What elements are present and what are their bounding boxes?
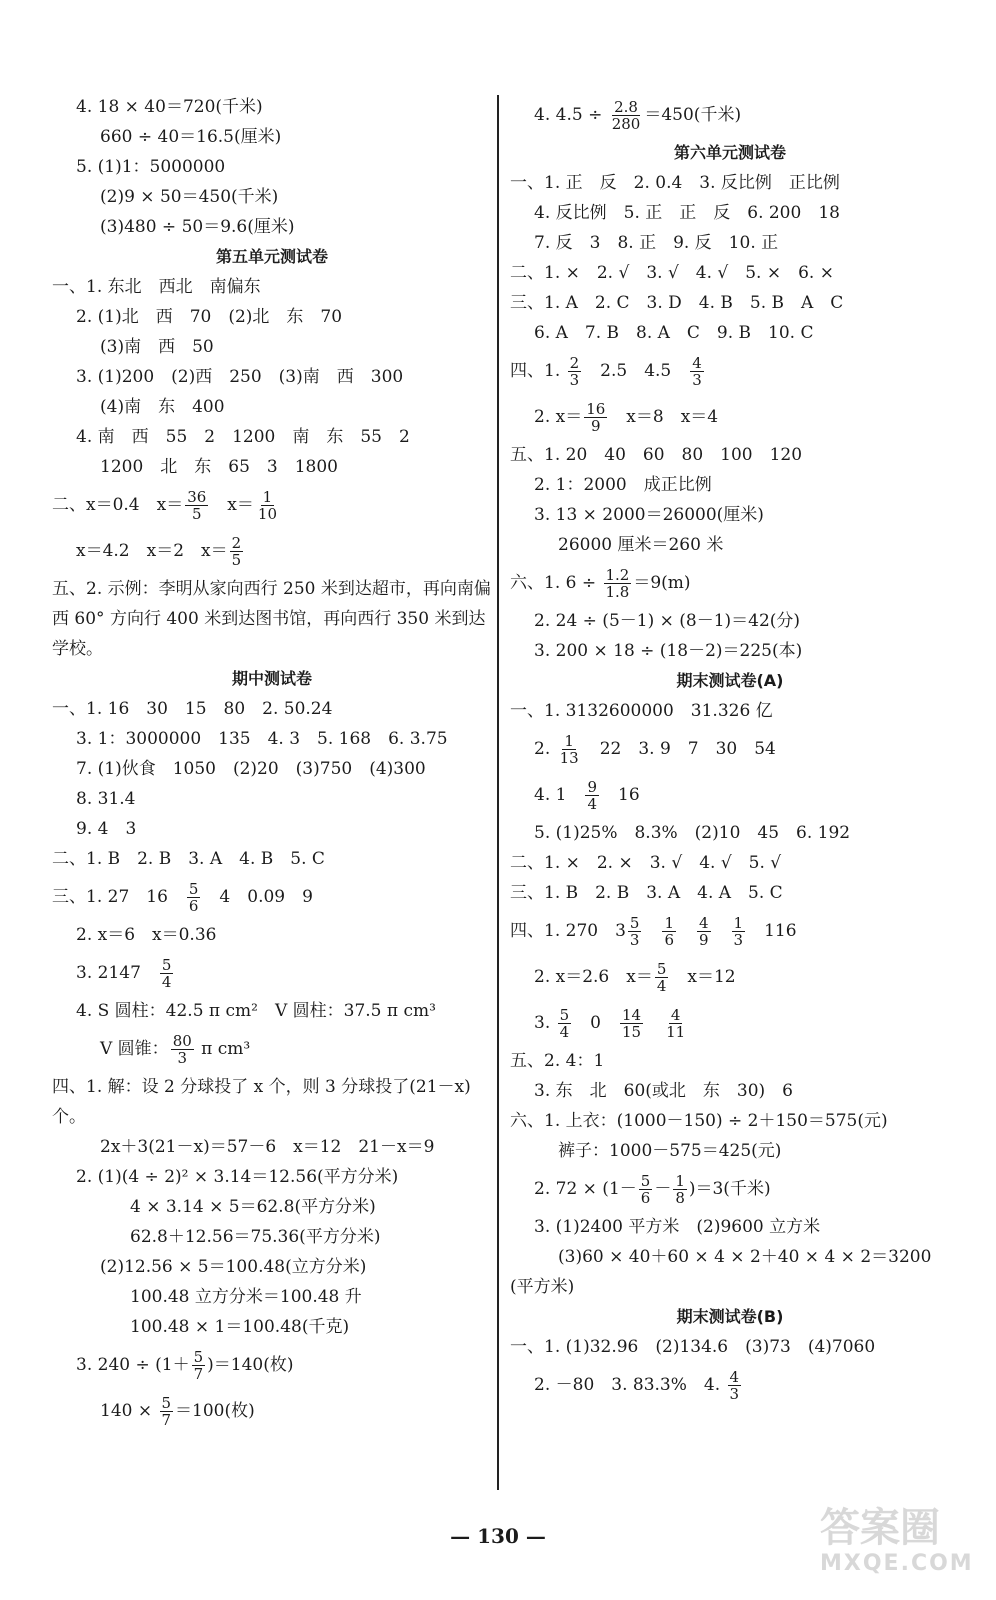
text-segment: V 圆锥： — [100, 1039, 169, 1059]
answer-line-with-fraction — [510, 348, 950, 394]
fraction-numerator: 16 — [586, 400, 606, 418]
fraction — [171, 1033, 194, 1066]
answer-line: (2)12.56 × 5＝100.48(立方分米) — [100, 1257, 367, 1277]
fraction-numerator: 5 — [161, 956, 172, 974]
answer-line: 2. (1)北 西 70 (2)北 东 70 — [76, 307, 343, 327]
answer-line: 5. (1)1：5000000 — [76, 157, 226, 177]
fraction-denominator: 3 — [569, 371, 580, 389]
answer-line: 二、1. × 2. × 3. √ 4. √ 5. √ — [510, 853, 782, 873]
text-segment: 0 — [573, 1013, 618, 1033]
answer-line: 六、1. 上衣：(1000－150) ÷ 2＋150＝575(元) — [510, 1111, 888, 1131]
answer-line: 五、2. 4：1 — [510, 1051, 605, 1071]
answer-line: (4)南 东 400 — [100, 397, 225, 417]
fraction-numerator: 5 — [161, 1394, 172, 1412]
fraction-denominator: 8 — [675, 1189, 685, 1207]
answer-line: 5. (1)25% 8.3% (2)10 45 6. 192 — [534, 823, 851, 843]
answer-line: 3. 200 × 18 ÷ (18－2)＝225(本) — [534, 641, 803, 661]
answer-line: 二、1. × 2. √ 3. √ 4. √ 5. × 6. × — [510, 263, 834, 283]
watermark-logo — [820, 1505, 980, 1595]
fraction-denominator: 4 — [656, 977, 667, 995]
text-segment: ＝100(枚) — [175, 1401, 255, 1421]
fraction-denominator: 7 — [161, 1411, 172, 1429]
watermark-bottom: MXQE.COM — [820, 1551, 974, 1576]
text-segment: 二、x＝0.4 x＝ — [52, 495, 184, 515]
answer-line-with-fraction — [52, 482, 492, 528]
text-segment: 2. 72 × (1－ — [534, 1179, 637, 1199]
fraction-denominator: 9 — [590, 417, 601, 435]
fraction-denominator: 9 — [698, 931, 709, 949]
answer-line: 3. (1)200 (2)西 250 (3)南 西 300 — [76, 367, 404, 387]
text-segment: 2. — [534, 739, 556, 759]
fraction-denominator: 280 — [611, 115, 641, 133]
text-segment: )＝140(枚) — [207, 1355, 294, 1375]
fraction — [568, 355, 582, 388]
answer-line: 4. 18 × 40＝720(千米) — [76, 97, 263, 117]
text-segment: 2. x＝2.6 x＝ — [534, 967, 653, 987]
fraction-denominator: 3 — [729, 1385, 740, 1403]
answer-line-with-fraction — [510, 908, 950, 954]
answer-line: 裤子：1000－575＝425(元) — [558, 1141, 782, 1161]
text-segment: 16 — [601, 785, 640, 805]
answer-line: 4. 反比例 5. 正 正 反 6. 200 18 — [534, 203, 840, 223]
answer-line-with-fraction — [52, 950, 492, 996]
text-segment: 3. 2147 — [76, 963, 158, 983]
answer-line: 一、1. 16 30 15 80 2. 50.24 — [52, 699, 333, 719]
text-segment: x＝ — [210, 495, 254, 515]
fraction — [690, 355, 704, 388]
answer-line-with-fraction — [52, 1342, 492, 1388]
text-segment: 四、1. — [510, 361, 566, 381]
text-segment: 2. －80 3. 83.3% 4. — [534, 1375, 726, 1395]
fraction — [160, 957, 174, 990]
answer-line: 26000 厘米＝260 米 — [558, 535, 724, 555]
fraction-numerator: 9 — [587, 778, 597, 796]
text-segment: 六、1. 6 ÷ — [510, 573, 602, 593]
watermark-top: 答案圈 — [820, 1505, 940, 1551]
text-segment — [645, 1013, 662, 1033]
answer-paragraph: 五、2. 示例：李明从家向西行 250 米到达超市，再向南偏西 60° 方向行 400 米到达图书馆，再向西行 350 米到达学校。 — [52, 579, 491, 659]
answer-line: 一、1. 3132600000 31.326 亿 — [510, 701, 773, 721]
fraction — [732, 915, 746, 948]
fraction — [662, 915, 676, 948]
answer-line: 4 × 3.14 × 5＝62.8(平方分米) — [130, 1197, 376, 1217]
fraction — [610, 99, 643, 132]
text-segment: ＝9(m) — [633, 573, 691, 593]
text-segment — [713, 921, 730, 941]
fraction-denominator: 3 — [733, 931, 744, 949]
fraction — [655, 961, 669, 994]
answer-line-with-fraction — [510, 726, 950, 772]
fraction — [185, 489, 208, 522]
fraction-denominator: 4 — [161, 973, 172, 991]
fraction-numerator: 5 — [640, 1172, 651, 1190]
fraction-numerator: 1 — [664, 914, 674, 932]
fraction — [160, 1395, 174, 1428]
answer-line-with-fraction — [510, 1000, 950, 1046]
fraction — [697, 915, 711, 948]
section-heading: 期末测试卷(A) — [676, 671, 784, 690]
fraction — [192, 1349, 206, 1382]
fraction-numerator: 5 — [188, 880, 199, 898]
fraction-numerator: 2.8 — [614, 98, 638, 116]
text-segment: 四、1. 270 3 — [510, 921, 626, 941]
text-segment: x＝8 x＝4 — [609, 407, 719, 427]
fraction-numerator: 2 — [569, 354, 580, 372]
fraction-numerator: 5 — [629, 914, 640, 932]
section-heading: 期中测试卷 — [231, 669, 312, 688]
answer-line: 一、1. 正 反 2. 0.4 3. 反比例 正比例 — [510, 173, 840, 193]
section-heading: 第五单元测试卷 — [215, 247, 328, 266]
fraction — [620, 1007, 643, 1040]
fraction-numerator: 14 — [622, 1006, 642, 1024]
answer-line-with-fraction — [510, 394, 950, 440]
answer-line: 62.8＋12.56＝75.36(平方分米) — [130, 1227, 381, 1247]
fraction-denominator: 1.8 — [605, 583, 630, 601]
fraction-denominator: 7 — [193, 1365, 204, 1383]
fraction-denominator: 10 — [257, 505, 277, 523]
answer-line: 660 ÷ 40＝16.5(厘米) — [100, 127, 282, 147]
answer-line: 2. x＝6 x＝0.36 — [76, 925, 217, 945]
answer-line: (2)9 × 50＝450(千米) — [100, 187, 279, 207]
fraction — [628, 915, 642, 948]
fraction — [664, 1007, 687, 1040]
answer-line: 7. 反 3 8. 正 9. 反 10. 正 — [534, 233, 779, 253]
answer-line-with-fraction — [510, 1362, 950, 1408]
answer-paragraph: 四、1. 解：设 2 分球投了 x 个，则 3 分球投了(21－x)个。 — [52, 1077, 471, 1127]
answer-line: 4. 南 西 55 2 1200 南 东 55 2 — [76, 427, 410, 447]
answer-line-with-fraction — [52, 1388, 492, 1434]
answer-line: 3. 东 北 60(或北 东 30) 6 — [534, 1081, 793, 1101]
text-segment: － — [654, 1179, 672, 1199]
answer-line: 3. 1：3000000 135 4. 3 5. 168 6. 3.75 — [76, 729, 448, 749]
answer-line: 2. 1：2000 成正比例 — [534, 475, 712, 495]
answer-line: 一、1. 东北 西北 南偏东 — [52, 277, 261, 297]
answer-line: 二、1. B 2. B 3. A 4. B 5. C — [52, 849, 325, 869]
text-segment: 2.5 4.5 — [583, 361, 689, 381]
fraction — [187, 881, 201, 914]
fraction-numerator: 80 — [172, 1032, 192, 1050]
left-column — [52, 92, 492, 1434]
answer-line: (3)南 西 50 — [100, 337, 214, 357]
answer-line: 9. 4 3 — [76, 819, 137, 839]
answer-line: 2x＋3(21－x)＝57－6 x＝12 21－x＝9 — [100, 1137, 435, 1157]
text-segment: 4. 4.5 ÷ — [534, 105, 608, 125]
fraction-numerator: 36 — [187, 488, 207, 506]
fraction-numerator: 4 — [670, 1006, 681, 1024]
fraction-denominator: 6 — [640, 1189, 651, 1207]
fraction-denominator: 4 — [559, 1023, 570, 1041]
answer-line: 2. 24 ÷ (5－1) × (8－1)＝42(分) — [534, 611, 801, 631]
fraction — [728, 1369, 742, 1402]
answer-line-with-fraction — [510, 92, 950, 138]
text-segment — [678, 921, 695, 941]
fraction-denominator: 13 — [559, 749, 579, 767]
fraction-numerator: 1.2 — [605, 566, 630, 584]
fraction — [256, 489, 279, 522]
answer-line: 三、1. B 2. B 3. A 4. A 5. C — [510, 883, 783, 903]
fraction-numerator: 1 — [564, 732, 574, 750]
fraction-numerator: 5 — [656, 960, 667, 978]
fraction-numerator: 2 — [231, 534, 242, 552]
answer-line: 7. (1)伙食 1050 (2)20 (3)750 (4)300 — [76, 759, 426, 779]
text-segment: 116 — [747, 921, 797, 941]
fraction-denominator: 3 — [629, 931, 640, 949]
answer-line-with-fraction — [52, 528, 492, 574]
text-segment: 三、1. 27 16 — [52, 887, 185, 907]
fraction-numerator: 5 — [559, 1006, 570, 1024]
fraction — [558, 1007, 572, 1040]
answer-line: 3. 13 × 2000＝26000(厘米) — [534, 505, 764, 525]
fraction-denominator: 6 — [188, 897, 199, 915]
answer-line-with-fraction — [510, 772, 950, 818]
answer-line: 3. (1)2400 平方米 (2)9600 立方米 — [534, 1217, 821, 1237]
answer-line-with-fraction — [52, 874, 492, 920]
answer-line: 一、1. (1)32.96 (2)134.6 (3)73 (4)7060 — [510, 1337, 876, 1357]
answer-line: 100.48 × 1＝100.48(千克) — [130, 1317, 350, 1337]
fraction — [639, 1173, 653, 1206]
text-segment — [643, 921, 660, 941]
text-segment: )＝3(千米) — [688, 1179, 771, 1199]
answer-line: 三、1. A 2. C 3. D 4. B 5. B A C — [510, 293, 844, 313]
text-segment: 4. 1 — [534, 785, 584, 805]
answer-line: 4. S 圆柱：42.5 π cm² V 圆柱：37.5 π cm³ — [76, 1001, 436, 1021]
fraction-denominator: 5 — [191, 505, 202, 523]
section-heading: 期末测试卷(B) — [676, 1307, 784, 1326]
text-segment: 3. — [534, 1013, 556, 1033]
fraction — [604, 567, 632, 600]
answer-line-with-fraction — [510, 560, 950, 606]
answer-line-with-fraction — [510, 954, 950, 1000]
fraction — [558, 733, 581, 766]
fraction — [230, 535, 244, 568]
answer-line: 8. 31.4 — [76, 789, 136, 809]
answer-line: 1200 北 东 65 3 1800 — [100, 457, 338, 477]
right-column — [510, 92, 950, 1408]
answer-line: 100.48 立方分米＝100.48 升 — [130, 1287, 362, 1307]
text-segment: 2. x＝ — [534, 407, 583, 427]
fraction — [585, 779, 599, 812]
answer-line: 6. A 7. B 8. A C 9. B 10. C — [534, 323, 814, 343]
fraction — [673, 1173, 687, 1206]
answer-line: 五、1. 20 40 60 80 100 120 — [510, 445, 803, 465]
fraction-denominator: 5 — [231, 551, 242, 569]
text-segment: ＝450(千米) — [644, 105, 742, 125]
answer-line: (3)60 × 40＋60 × 4 × 2＋40 × 4 × 2＝3200 — [558, 1247, 932, 1267]
fraction-denominator: 3 — [692, 371, 702, 389]
fraction-numerator: 5 — [193, 1348, 204, 1366]
fraction-numerator: 4 — [729, 1368, 740, 1386]
answer-line: (平方米) — [510, 1277, 575, 1297]
fraction-numerator: 1 — [733, 914, 744, 932]
fraction-denominator: 6 — [664, 931, 674, 949]
text-segment: x＝4.2 x＝2 x＝ — [76, 541, 228, 561]
fraction — [584, 401, 607, 434]
page-number: — 130 — — [450, 1524, 546, 1548]
fraction-denominator: 11 — [666, 1023, 686, 1041]
answer-line-with-fraction — [510, 1166, 950, 1212]
text-segment: π cm³ — [195, 1039, 251, 1059]
fraction-numerator: 1 — [675, 1172, 685, 1190]
text-segment: 4 0.09 9 — [202, 887, 313, 907]
section-heading: 第六单元测试卷 — [673, 143, 786, 162]
fraction-numerator: 1 — [262, 488, 273, 506]
fraction-numerator: 4 — [692, 354, 702, 372]
answer-line: 2. (1)(4 ÷ 2)² × 3.14＝12.56(平方分米) — [76, 1167, 399, 1187]
text-segment: 140 × — [100, 1401, 158, 1421]
text-segment: x＝12 — [670, 967, 736, 987]
answer-line-with-fraction — [52, 1026, 492, 1072]
fraction-denominator: 3 — [177, 1049, 187, 1067]
fraction-denominator: 4 — [587, 795, 597, 813]
column-divider — [497, 95, 499, 1490]
text-segment: 22 3. 9 7 30 54 — [582, 739, 776, 759]
text-segment: 3. 240 ÷ (1＋ — [76, 1355, 190, 1375]
answer-line: (3)480 ÷ 50＝9.6(厘米) — [100, 217, 295, 237]
fraction-numerator: 4 — [698, 914, 709, 932]
fraction-denominator: 15 — [622, 1023, 642, 1041]
